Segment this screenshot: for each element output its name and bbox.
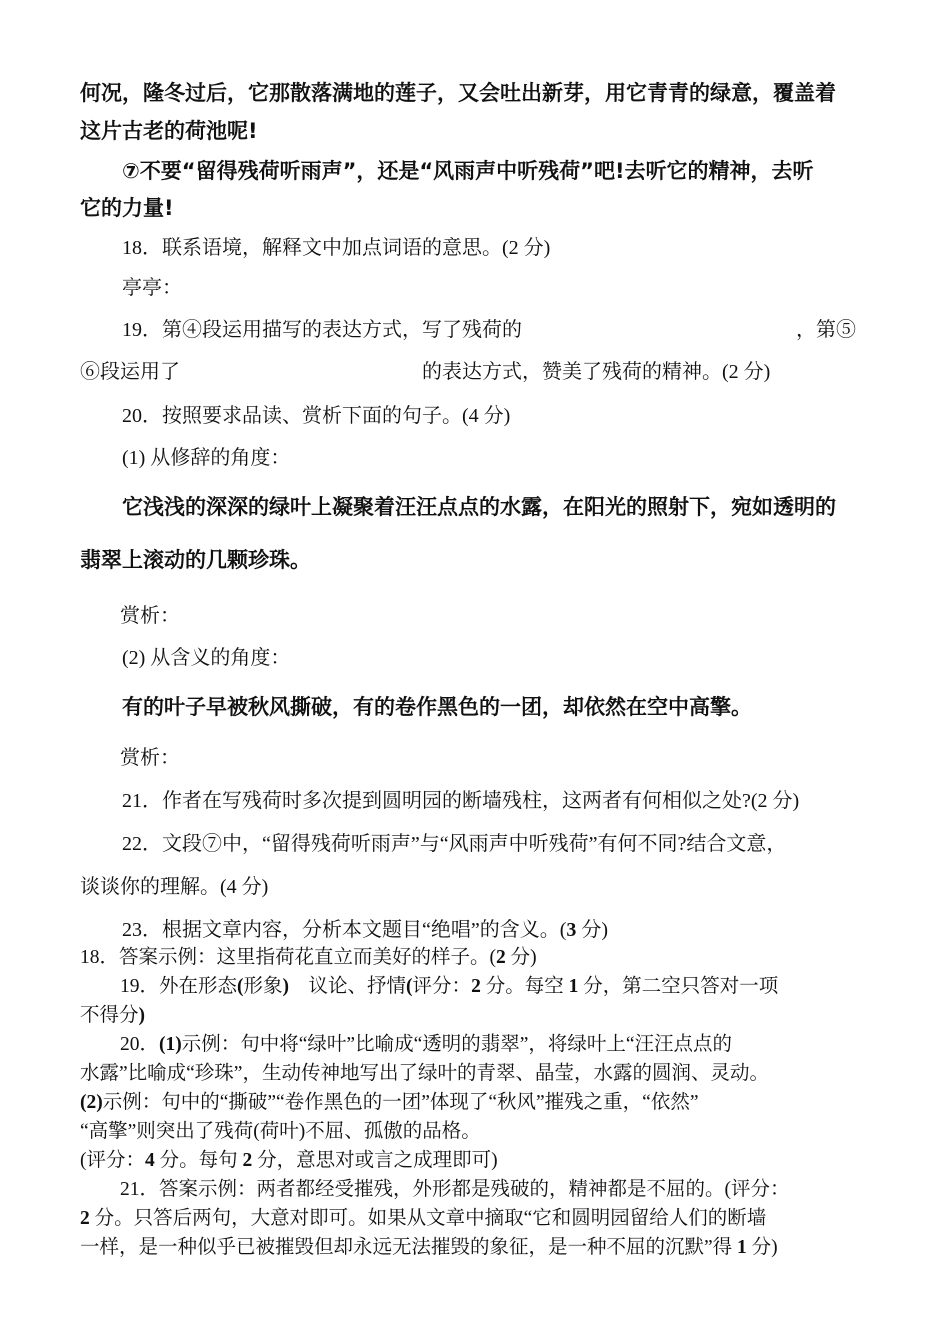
answer-21-line-2: 2 分。只答后两句，大意对即可。如果从文章中摘取“它和圆明园留给人们的断墙: [80, 1208, 767, 1229]
question-19-part-2: ，第⑤: [796, 319, 856, 341]
question-19-part-4: 的表达方式，赞美了残荷的精神。(2 分): [422, 361, 771, 383]
question-23: 23．根据文章内容，分析本文题目“绝唱”的含义。(3 分): [122, 919, 609, 941]
answer-21-line-1: 21．答案示例：两者都经受摧残，外形都是残破的，精神都是不屈的。(评分：: [120, 1179, 790, 1200]
question-18: 18．联系语境，解释文中加点词语的意思。(2 分): [122, 237, 551, 259]
passage-paragraph-6-line-2: 这片古老的荷池呢!: [80, 119, 258, 143]
question-20-subpart-1: (1) 从修辞的角度：: [122, 447, 291, 469]
question-20-quote-2: 有的叶子早被秋风撕破，有的卷作黑色的一团，却依然在空中高擎。: [122, 695, 752, 719]
answer-20-line-2: 水露”比喻成“珍珠”，生动传神地写出了绿叶的青翠、晶莹，水露的圆润、灵动。: [80, 1063, 769, 1084]
question-21: 21．作者在写残荷时多次提到圆明园的断墙残柱，这两者有何相似之处?(2 分): [122, 790, 800, 812]
question-19-part-3: ⑥段运用了: [80, 361, 180, 383]
question-20-subpart-2: (2) 从含义的角度：: [122, 647, 291, 669]
question-18-term: 亭亭：: [122, 277, 182, 299]
appreciation-label-2: 赏析：: [120, 747, 180, 769]
answer-19-line-1: 19．外在形态(形象) 议论、抒情(评分：2 分。每空 1 分，第二空只答对一项: [120, 976, 779, 997]
passage-paragraph-6-line-1: 何况，隆冬过后，它那散落满地的莲子，又会吐出新芽，用它青青的绿意，覆盖着: [80, 81, 836, 105]
question-22-line-1: 22．文段⑦中，“留得残荷听雨声”与“风雨声中听残荷”有何不同?结合文意，: [122, 833, 787, 855]
question-19-part-1: 19．第④段运用描写的表达方式，写了残荷的: [122, 319, 522, 341]
question-20-quote-1-line-2: 翡翠上滚动的几颗珍珠。: [80, 548, 311, 572]
question-20: 20．按照要求品读、赏析下面的句子。(4 分): [122, 405, 511, 427]
appreciation-label-1: 赏析：: [120, 605, 180, 627]
answer-20-line-4: “高擎”则突出了残荷(荷叶)不屈、孤傲的品格。: [80, 1121, 481, 1142]
passage-paragraph-7-line-2: 它的力量!: [80, 196, 174, 220]
answer-20-line-5: (评分：4 分。每句 2 分，意思对或言之成理即可): [80, 1150, 498, 1171]
question-22-line-2: 谈谈你的理解。(4 分): [80, 876, 269, 898]
answer-20-line-3: (2)示例：句中的“撕破”“卷作黑色的一团”体现了“秋风”摧残之重，“依然”: [80, 1092, 699, 1113]
passage-paragraph-7-line-1: ⑦不要“留得残荷听雨声”，还是“风雨声中听残荷”吧!去听它的精神，去听: [122, 159, 814, 183]
question-20-quote-1-line-1: 它浅浅的深深的绿叶上凝聚着汪汪点点的水露，在阳光的照射下，宛如透明的: [122, 495, 836, 519]
answer-21-line-3: 一样，是一种似乎已被摧毁但却永远无法摧毁的象征，是一种不屈的沉默”得 1 分): [80, 1237, 778, 1258]
answer-18: 18．答案示例：这里指荷花直立而美好的样子。(2 分): [80, 947, 537, 968]
answer-20-line-1: 20．(1)示例：句中将“绿叶”比喻成“透明的翡翠”，将绿叶上“汪汪点点的: [120, 1034, 733, 1055]
answer-19-line-2: 不得分): [80, 1005, 146, 1026]
